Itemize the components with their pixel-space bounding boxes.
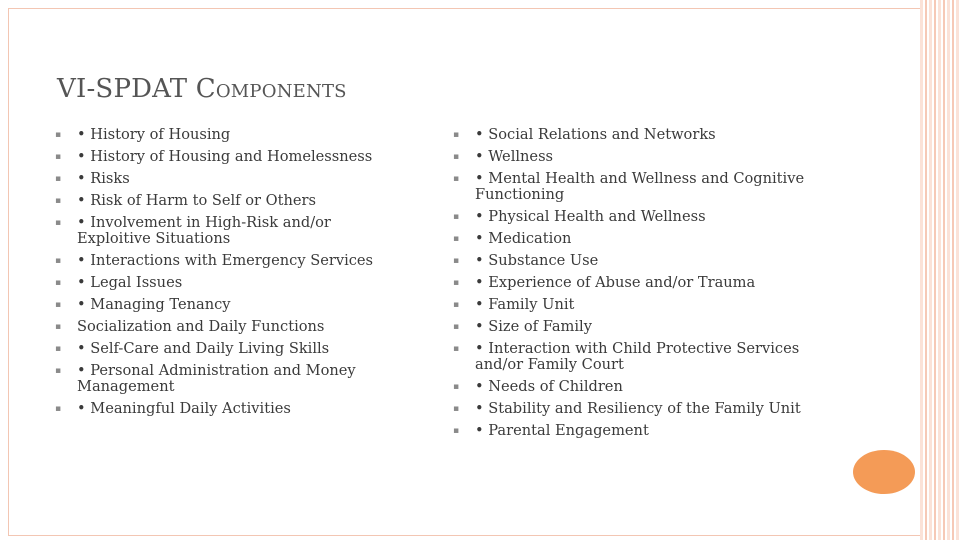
list-item: [453, 231, 838, 247]
title-prefix: VI-SPDAT C: [57, 74, 216, 104]
bullet-icon: ▪: [453, 255, 460, 266]
list-item: [453, 127, 838, 143]
list-item: [453, 209, 838, 225]
list-item: [55, 363, 400, 394]
list-item: [55, 341, 400, 357]
list-item: [453, 341, 838, 372]
list-item-text: • Mental Health and Wellness and Cognitive Functioning: [475, 170, 805, 203]
left-bullet-list: [55, 127, 400, 423]
list-item-text: • History of Housing and Homelessness: [77, 148, 373, 166]
decorative-stripes: [920, 0, 960, 540]
list-item-text: • Legal Issues: [77, 274, 183, 292]
list-item: [55, 171, 400, 187]
list-item-text: Socialization and Daily Functions: [77, 318, 325, 336]
bullet-icon: ▪: [55, 344, 62, 355]
list-item: [55, 149, 400, 165]
list-item-text: • Involvement in High-Risk and/or Exploitive Situations: [77, 214, 331, 247]
list-item: [55, 319, 400, 335]
bullet-icon: ▪: [453, 174, 460, 185]
bullet-icon: ▪: [55, 130, 62, 140]
bullet-icon: ▪: [453, 211, 460, 222]
list-item-text: • Physical Health and Wellness: [475, 207, 706, 225]
list-item: [453, 253, 838, 269]
bullet-icon: ▪: [55, 174, 62, 185]
list-item-text: • Substance Use: [475, 251, 599, 269]
bullet-icon: ▪: [453, 322, 460, 333]
list-item: [55, 215, 400, 246]
list-item: [453, 149, 838, 165]
bullet-icon: ▪: [55, 278, 62, 289]
list-item: [453, 171, 838, 202]
bullet-icon: ▪: [55, 196, 62, 207]
bullet-icon: ▪: [453, 278, 460, 289]
accent-circle-icon: [853, 450, 915, 494]
list-item-text: • Parental Engagement: [475, 422, 649, 440]
list-item: [453, 297, 838, 313]
bullet-icon: ▪: [453, 426, 460, 437]
list-item-text: • Experience of Abuse and/or Trauma: [475, 274, 756, 292]
bullet-icon: ▪: [453, 130, 460, 140]
list-item: [55, 297, 400, 313]
bullet-icon: ▪: [453, 404, 460, 415]
list-item: [453, 379, 838, 395]
list-item: [55, 193, 400, 209]
list-item-text: • Stability and Resiliency of the Family Unit: [475, 400, 801, 418]
bullet-icon: ▪: [453, 344, 460, 355]
list-item: [453, 319, 838, 335]
bullet-icon: ▪: [453, 300, 460, 311]
list-item-text: • Interactions with Emergency Services: [77, 251, 374, 269]
list-item-text: • Wellness: [475, 148, 554, 166]
list-item: [55, 401, 400, 417]
bullet-icon: ▪: [55, 152, 62, 163]
list-item-text: • Risks: [77, 170, 130, 188]
bullet-icon: ▪: [55, 404, 62, 415]
right-bullet-list: [453, 127, 838, 445]
list-item-text: • Managing Tenancy: [77, 296, 231, 314]
list-item-text: • Size of Family: [475, 318, 592, 336]
list-item-text: • Family Unit: [475, 296, 575, 314]
bullet-icon: ▪: [453, 233, 460, 244]
bullet-icon: ▪: [55, 322, 62, 333]
list-item-text: • Risk of Harm to Self or Others: [77, 192, 316, 210]
bullet-icon: ▪: [453, 152, 460, 163]
list-item: [453, 275, 838, 291]
list-item: [55, 275, 400, 291]
list-item: [55, 253, 400, 269]
list-item-text: • Self-Care and Daily Living Skills: [77, 340, 330, 358]
list-item: [453, 401, 838, 417]
title-small-caps: OMPONENTS: [215, 81, 347, 102]
list-item-text: • Medication: [475, 229, 572, 247]
bullet-icon: ▪: [55, 300, 62, 311]
list-item-text: • Interaction with Child Protective Services and/or Family Court: [475, 340, 800, 373]
bullet-icon: ▪: [55, 255, 62, 266]
list-item-text: • Meaningful Daily Activities: [77, 400, 291, 418]
slide-title: [57, 74, 347, 104]
list-item-text: • History of Housing: [77, 126, 231, 143]
list-item-text: • Social Relations and Networks: [475, 126, 716, 143]
list-item: [55, 127, 400, 143]
list-item: [453, 423, 838, 439]
bullet-icon: ▪: [55, 218, 62, 229]
bullet-icon: ▪: [453, 381, 460, 392]
list-item-text: • Needs of Children: [475, 377, 623, 395]
list-item-text: • Personal Administration and Money Management: [77, 362, 356, 395]
bullet-icon: ▪: [55, 366, 62, 377]
